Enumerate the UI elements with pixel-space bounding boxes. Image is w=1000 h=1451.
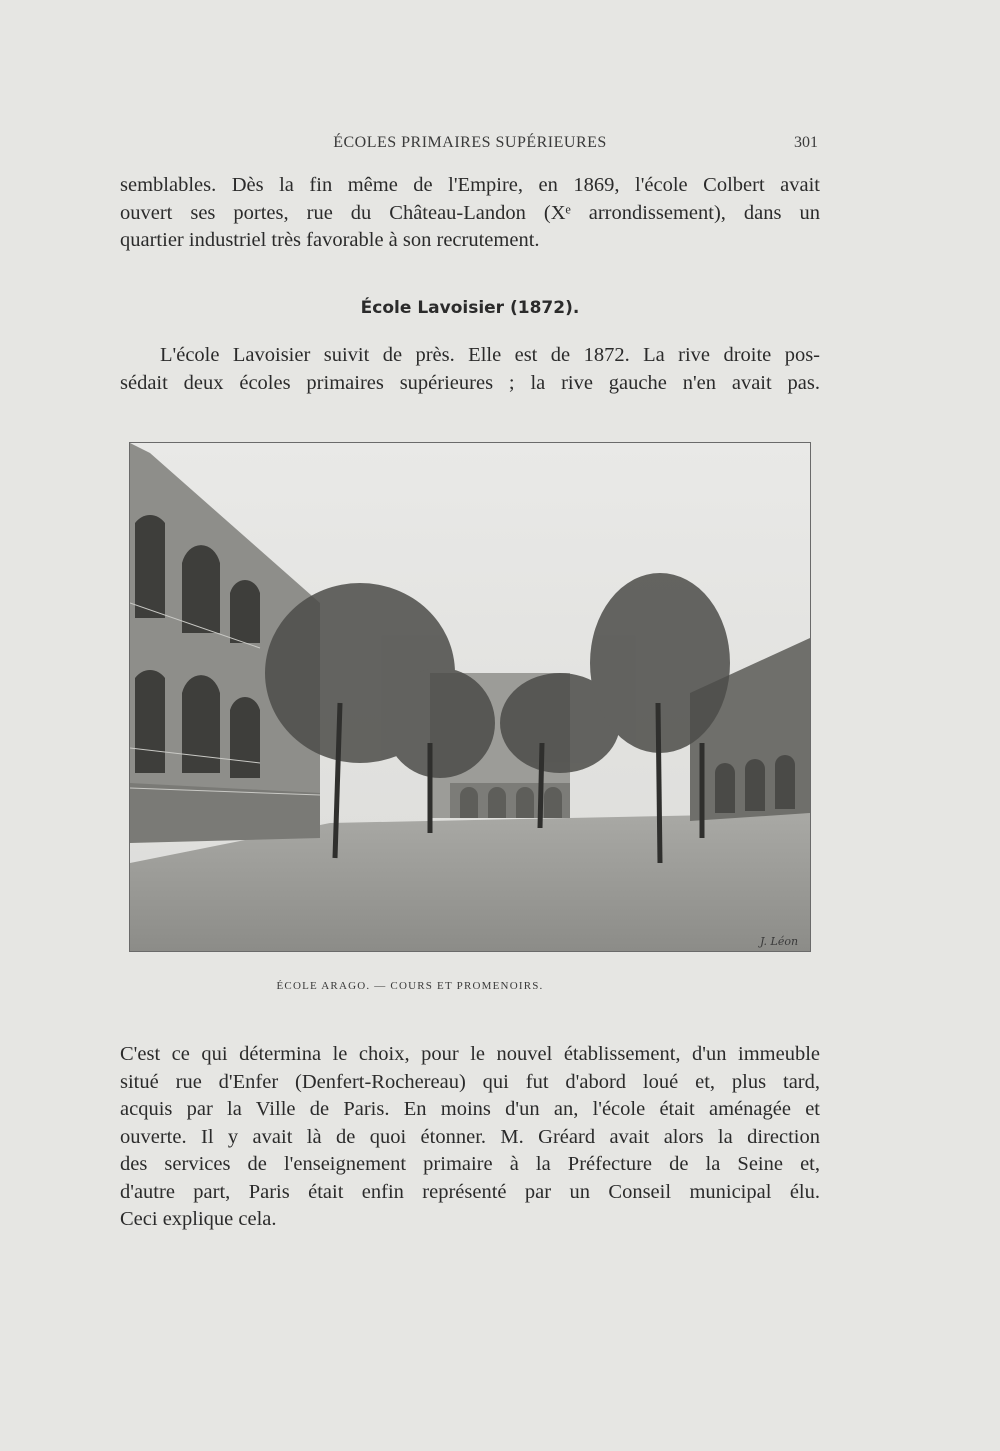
page-number: 301 — [794, 134, 818, 151]
paragraph-lavoisier — [120, 342, 820, 397]
running-title: ÉCOLES PRIMAIRES SUPÉRIEURES — [333, 134, 607, 151]
text-line: des services de l'enseignement primaire à la Préfecture de la Seine et, — [120, 1153, 820, 1175]
text-line: acquis par la Ville de Paris. En moins d'un an, l'école était aménagée et — [120, 1098, 820, 1120]
text-line: d'autre part, Paris était enfin représenté par un Conseil municipal élu. — [120, 1180, 820, 1203]
text-line: C'est ce qui détermina le choix, pour le nouvel établissement, d'un immeuble — [120, 1043, 820, 1065]
courtyard-photo-illustration — [130, 443, 810, 951]
text-line: ouverte. Il y avait là de quoi étonner. M. Gréard avait alors la direction — [120, 1125, 820, 1148]
text-line: ouvert ses portes, rue du Château-Landon (Xᵉ arrondissement), dans un — [120, 201, 820, 224]
text-line: L'école Lavoisier suivit de près. Elle est de 1872. La rive droite pos- — [160, 344, 820, 366]
running-head — [120, 134, 820, 156]
text-line: Ceci explique cela. — [120, 1208, 277, 1230]
courtyard-photograph — [129, 442, 811, 952]
text-line: semblables. Dès la fin même de l'Empire, en 1869, l'école Colbert avait — [120, 174, 820, 196]
section-heading: École Lavoisier (1872). — [360, 298, 580, 318]
photographer-signature: J. Léon — [760, 935, 799, 948]
paragraph-intro — [120, 172, 820, 255]
text-line: situé rue d'Enfer (Denfert-Rochereau) qui fut d'abord loué et, plus tard, — [120, 1070, 820, 1093]
text-line: sédait deux écoles primaires supérieures ; la rive gauche n'en avait pas. — [120, 371, 820, 394]
figure-caption: ÉCOLE ARAGO. — COURS ET PROMENOIRS. — [276, 980, 544, 992]
text-line: quartier industriel très favorable à son recrutement. — [120, 229, 540, 251]
paragraph-arago — [120, 1041, 820, 1234]
